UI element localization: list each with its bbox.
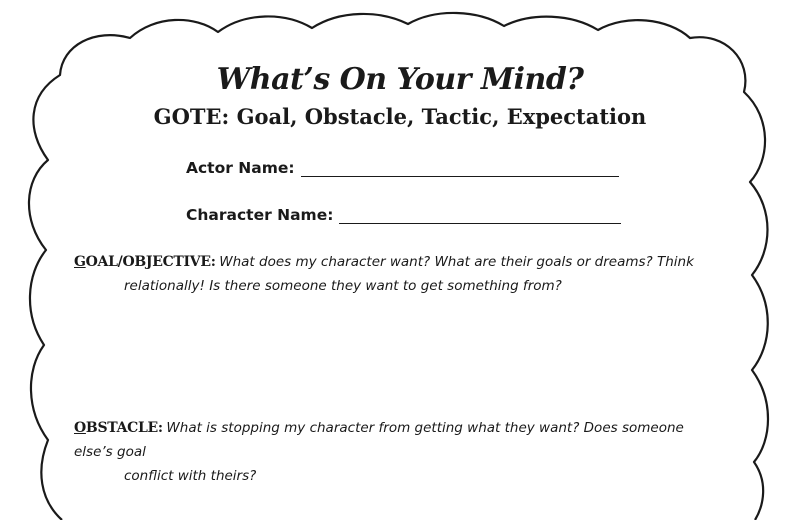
actor-name-line[interactable] (301, 158, 619, 177)
goal-text-line1: What does my character want? What are their goals or dreams? Think (219, 254, 694, 270)
goal-prompt (74, 250, 724, 298)
obstacle-heading (74, 420, 163, 436)
worksheet-subtitle: GOTE: Goal, Obstacle, Tactic, Expectation (153, 104, 647, 129)
actor-name-row (186, 158, 619, 177)
obstacle-heading-separator: : (157, 420, 163, 436)
obstacle-text-line1: What is stopping my character from getting what they want? Does someone else’s goal (74, 420, 684, 460)
worksheet-title: What’s On Your Mind? (216, 62, 584, 97)
character-name-line[interactable] (339, 205, 621, 224)
goal-heading-rest: OAL/OBJECTIVE (85, 254, 211, 270)
obstacle-heading-rest: BSTACLE (85, 420, 158, 436)
actor-name-label: Actor Name: (186, 159, 295, 177)
obstacle-text-line2: conflict with theirs? (124, 468, 257, 484)
goal-text-line2: relationally! Is there someone they want to get something from? (124, 278, 562, 294)
goal-heading (74, 254, 216, 270)
goal-heading-initial: G (74, 254, 86, 270)
character-name-row (186, 205, 621, 224)
character-name-label: Character Name: (186, 206, 334, 224)
obstacle-prompt (74, 416, 724, 488)
obstacle-heading-initial: O (74, 420, 86, 436)
goal-heading-separator: : (210, 254, 216, 270)
